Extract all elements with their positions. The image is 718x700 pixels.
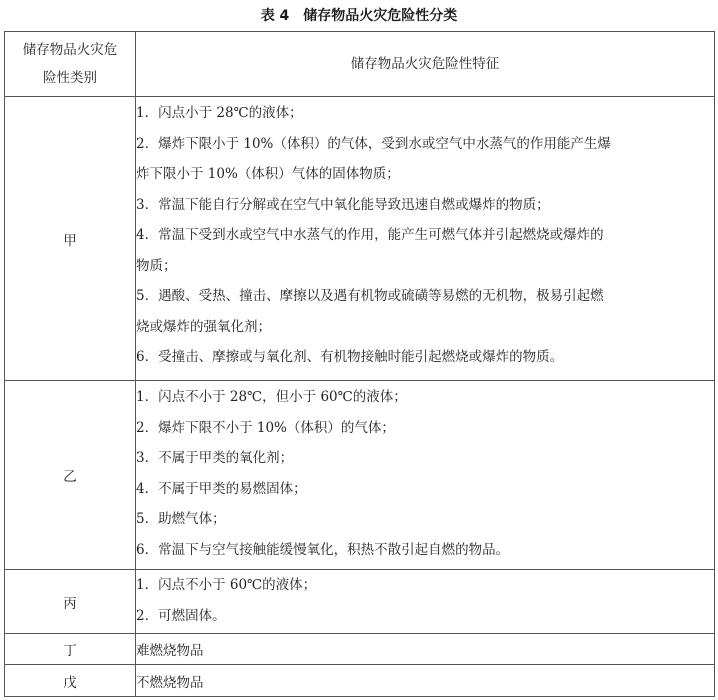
- table-caption: 表 4 储存物品火灾危险性分类: [260, 8, 458, 24]
- feature-line: 物质；: [136, 257, 177, 274]
- feature-line: 1．闪点不小于 28℃，但小于 60℃的液体；: [136, 389, 407, 405]
- feature-line: 3．常温下能自行分解或在空气中氧化能导致迅速自燃或爆炸的物质；: [136, 196, 550, 213]
- feature-line: 6．常温下与空气接触能缓慢氧化，积热不散引起自燃的物品。: [136, 541, 510, 558]
- table-row: [5, 97, 715, 381]
- features-cell: [136, 570, 715, 634]
- features-cell: [136, 381, 715, 570]
- header-category: [5, 32, 136, 97]
- table-row: [5, 570, 715, 634]
- category-cell: 乙: [5, 381, 136, 570]
- header-row: [5, 32, 715, 97]
- table-row: [5, 634, 715, 665]
- feature-line: 2．爆炸下限不小于 10%（体积）的气体；: [136, 419, 395, 436]
- feature-line: 2．可燃固体。: [136, 607, 226, 624]
- header-category-line1: 储存物品火灾危: [22, 42, 118, 58]
- feature-line: 6．受撞击、摩擦或与氧化剂、有机物接触时能引起燃烧或爆炸的物质。: [136, 349, 564, 365]
- table-row: [5, 665, 715, 697]
- feature-line: 3．不属于甲类的氧化剂；: [136, 450, 294, 466]
- features-cell: [136, 97, 715, 381]
- feature-line: 1．闪点小于 28℃的液体；: [136, 105, 303, 121]
- feature-line: 4．不属于甲类的易燃固体；: [136, 480, 307, 497]
- fire-hazard-table: [4, 31, 715, 697]
- feature-line: 5．遇酸、受热、撞击、摩擦以及遇有机物或硫磺等易燃的无机物，极易引起燃: [136, 288, 604, 304]
- feature-line: 2．爆炸下限小于 10%（体积）的气体，受到水或空气中水蒸气的作用能产生爆: [136, 135, 611, 152]
- header-features: 储存物品火灾危险性特征: [136, 32, 715, 97]
- category-cell: 丙: [5, 570, 136, 634]
- category-cell: 甲: [5, 97, 136, 381]
- features-cell: 不燃烧物品: [136, 665, 715, 697]
- table-row: [5, 381, 715, 570]
- category-cell: 丁: [5, 634, 136, 665]
- category-cell: 戊: [5, 665, 136, 697]
- feature-line: 烧或爆炸的强氧化剂；: [136, 318, 271, 335]
- feature-line: 炸下限小于 10%（体积）气体的固体物质；: [136, 166, 400, 182]
- features-cell: 难燃烧物品: [136, 634, 715, 665]
- feature-line: 1．闪点不小于 60℃的液体；: [136, 577, 317, 593]
- feature-line: 5．助燃气体；: [136, 511, 226, 527]
- header-category-line2: 险性类别: [43, 70, 97, 86]
- feature-line: 4．常温下受到水或空气中水蒸气的作用，能产生可燃气体并引起燃烧或爆炸的: [136, 227, 604, 243]
